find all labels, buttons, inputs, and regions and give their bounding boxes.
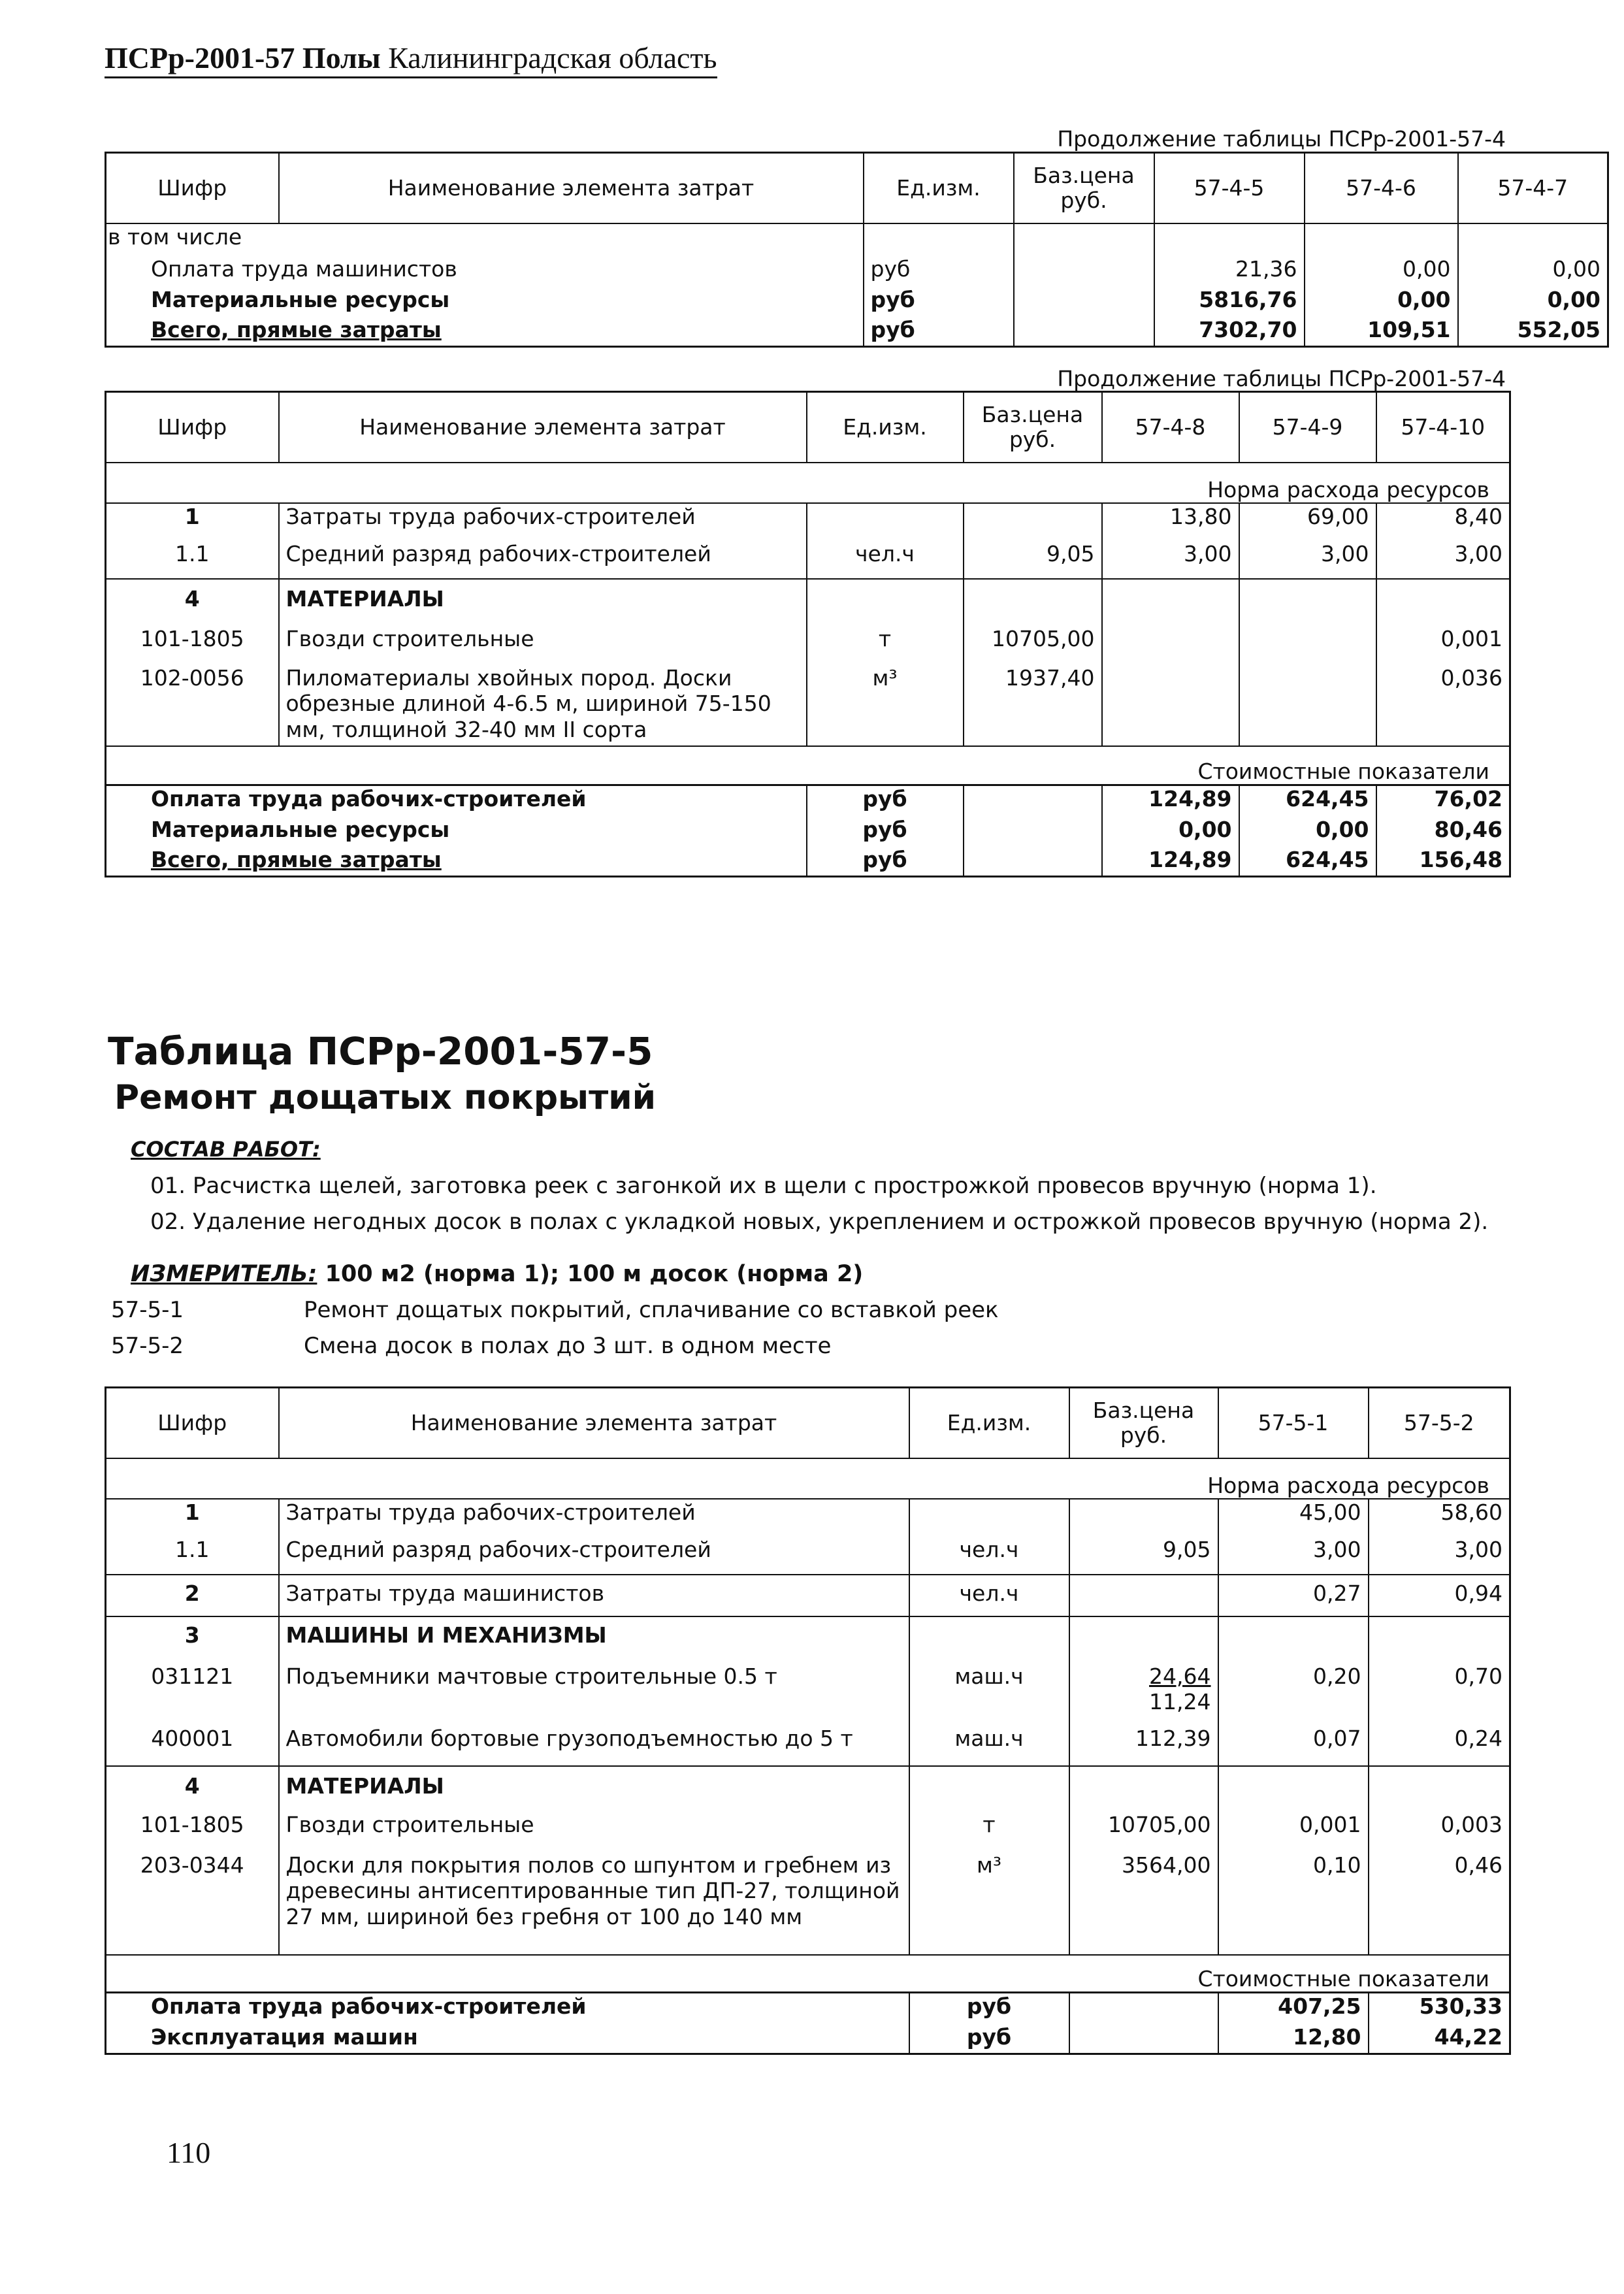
- total-value: 624,45: [1239, 785, 1376, 817]
- row-unit: [909, 1616, 1069, 1657]
- row-value: [1218, 1616, 1369, 1657]
- table-row: [106, 785, 1510, 817]
- row-name: Средний разряд рабочих-строителей: [279, 541, 807, 579]
- total-value: 0,00: [1239, 817, 1376, 847]
- row-name: Гвозди строительные: [279, 621, 807, 660]
- total-unit: руб: [909, 1993, 1069, 2024]
- row-value: 3,00: [1239, 541, 1376, 579]
- row-value: [1102, 660, 1239, 746]
- col-name: Наименование элемента затрат: [279, 392, 807, 463]
- norm-code-2: 57-5-2: [111, 1333, 184, 1359]
- table-row: [106, 287, 1608, 317]
- total-unit: руб: [807, 817, 964, 847]
- row-price: [1069, 1616, 1218, 1657]
- col-price: Баз.цена руб.: [1069, 1388, 1218, 1458]
- row-value: [1239, 660, 1376, 746]
- col-57-4-5: 57-4-5: [1154, 153, 1305, 223]
- col-shifr: Шифр: [106, 392, 279, 463]
- row-code: 101-1805: [140, 1811, 244, 1837]
- row-price: 9,05: [1069, 1537, 1218, 1575]
- table2: [105, 391, 1511, 877]
- row-unit: [807, 579, 964, 621]
- total-value: 624,45: [1239, 847, 1376, 877]
- row-code: 101-1805: [140, 625, 244, 651]
- table-row: [106, 1766, 1510, 1808]
- row-code: 400001: [151, 1725, 234, 1751]
- row-name: Гвозди строительные: [279, 1808, 909, 1847]
- col-shifr: Шифр: [106, 153, 279, 223]
- row-price: [1069, 1657, 1218, 1726]
- col-price: Баз.цена руб.: [1014, 153, 1154, 223]
- row-value: [1458, 223, 1608, 256]
- izmeritel-line: [131, 1261, 863, 1287]
- row-unit: м³: [807, 660, 964, 746]
- table-row: [106, 621, 1510, 660]
- row-unit: т: [807, 621, 964, 660]
- row-unit: т: [909, 1808, 1069, 1847]
- table2-caption: Продолжение таблицы ПСРр-2001-57-4: [1057, 366, 1506, 391]
- norm-label: Норма расхода ресурсов: [1207, 476, 1489, 502]
- table-row: [106, 579, 1510, 621]
- row-value: 0,10: [1218, 1847, 1369, 1955]
- table-row: [106, 256, 1608, 287]
- row-name: Затраты труда машинистов: [279, 1575, 909, 1616]
- total-value: 156,48: [1376, 847, 1510, 877]
- table-row: [106, 817, 1510, 847]
- norm-desc-1: Ремонт дощатых покрытий, сплачивание со вставкой реек: [304, 1297, 999, 1323]
- row-name: Затраты труда рабочих-строителей: [279, 1499, 909, 1537]
- row-value: 0,003: [1369, 1808, 1510, 1847]
- table-row: [106, 660, 1510, 746]
- col-name: Наименование элемента затрат: [279, 1388, 909, 1458]
- page-number: 110: [167, 2136, 211, 2169]
- row-code: 1: [106, 503, 279, 541]
- row-value: 7302,70: [1154, 317, 1305, 347]
- col-unit: Ед.изм.: [864, 153, 1014, 223]
- total-value: 124,89: [1102, 785, 1239, 817]
- row-name: Затраты труда рабочих-строителей: [279, 503, 807, 541]
- row-unit: [807, 503, 964, 541]
- total-price: [1069, 1993, 1218, 2024]
- row-unit: [909, 1766, 1069, 1808]
- table-row: [106, 1808, 1510, 1847]
- row-price: 3564,00: [1069, 1847, 1218, 1955]
- izmeritel-label: ИЗМЕРИТЕЛЬ:: [131, 1261, 317, 1287]
- row-name: Пиломатериалы хвойных пород. Доски обрезные длиной 4-6.5 м, шириной 75-150 мм, толщиной 32-40 мм II сорта: [279, 660, 807, 746]
- total-value: 80,46: [1376, 817, 1510, 847]
- row-value: 3,00: [1102, 541, 1239, 579]
- row-name: Оплата труда машинистов: [151, 255, 457, 282]
- row-price: [1069, 1766, 1218, 1808]
- table-row: [106, 223, 1608, 256]
- row-code: 1.1: [175, 1536, 210, 1562]
- table-row: [106, 1657, 1510, 1726]
- total-price: [964, 785, 1102, 817]
- col-57-4-8: 57-4-8: [1102, 392, 1239, 463]
- table-row: [106, 503, 1510, 541]
- row-value: 0,001: [1376, 621, 1510, 660]
- col-57-4-7: 57-4-7: [1458, 153, 1608, 223]
- total-name: Эксплуатация машин: [151, 2024, 418, 2050]
- row-unit: чел.ч: [909, 1575, 1069, 1616]
- row-price: 112,39: [1069, 1726, 1218, 1766]
- row-value: 58,60: [1369, 1499, 1510, 1537]
- row-unit: маш.ч: [909, 1726, 1069, 1766]
- table-row: [106, 1537, 1510, 1575]
- cost-label: Стоимостные показатели: [106, 746, 1510, 785]
- total-name: Оплата труда рабочих-строителей: [106, 1993, 909, 2024]
- table-row: [106, 1575, 1510, 1616]
- total-price: [964, 847, 1102, 877]
- table1: [105, 152, 1609, 348]
- total-price: [964, 817, 1102, 847]
- row-price: 10705,00: [1069, 1808, 1218, 1847]
- table5-subtitle: Ремонт дощатых покрытий: [114, 1078, 657, 1117]
- row-value: 0,00: [1305, 287, 1458, 317]
- row-name: МАТЕРИАЛЫ: [279, 579, 807, 621]
- total-value: 44,22: [1369, 2024, 1510, 2054]
- total-value: 124,89: [1102, 847, 1239, 877]
- row-value: [1154, 223, 1305, 256]
- table-row: [106, 1847, 1510, 1955]
- row-value: 0,00: [1458, 287, 1608, 317]
- row-name: Материальные ресурсы: [151, 286, 450, 312]
- table-row: [106, 1616, 1510, 1657]
- row-value: [1218, 1766, 1369, 1808]
- row-value: 3,00: [1369, 1537, 1510, 1575]
- total-value: 76,02: [1376, 785, 1510, 817]
- row-value: 0,20: [1218, 1657, 1369, 1726]
- total-unit: руб: [807, 847, 964, 877]
- row-name: Доски для покрытия полов со шпунтом и гребнем из древесины антисептированные тип ДП-27, толщиной 27 мм, шириной без гребня от 100 до 140 мм: [279, 1847, 909, 1955]
- row-value: [1369, 1766, 1510, 1808]
- row-value: [1239, 579, 1376, 621]
- row-value: 109,51: [1305, 317, 1458, 347]
- page-header: [105, 41, 717, 78]
- row-value: [1102, 579, 1239, 621]
- row-unit: чел.ч: [909, 1537, 1069, 1575]
- row-value: [1102, 621, 1239, 660]
- row-unit: руб: [864, 256, 1014, 287]
- row-code: 031121: [151, 1663, 234, 1689]
- row-price: [964, 579, 1102, 621]
- row-value: 5816,76: [1154, 287, 1305, 317]
- col-57-4-6: 57-4-6: [1305, 153, 1458, 223]
- total-unit: руб: [807, 785, 964, 817]
- row-code: 203-0344: [140, 1852, 244, 1878]
- work-item-2: 02. Удаление негодных досок в полах с укладкой новых, укреплением и острожкой провесов вручную (норма 2).: [150, 1209, 1489, 1235]
- col-unit: Ед.изм.: [807, 392, 964, 463]
- row-price: [964, 503, 1102, 541]
- table-row: [106, 1726, 1510, 1766]
- row-name: в том числе: [108, 223, 242, 250]
- norm-desc-2: Смена досок в полах до 3 шт. в одном месте: [304, 1333, 832, 1359]
- table-row: [106, 847, 1510, 877]
- table3: [105, 1386, 1511, 2055]
- row-name: МАТЕРИАЛЫ: [279, 1766, 909, 1808]
- table2-header-row: [106, 392, 1510, 463]
- row-price: [1014, 287, 1154, 317]
- norm-label: Норма расхода ресурсов: [1207, 1472, 1489, 1498]
- col-57-5-1: 57-5-1: [1218, 1388, 1369, 1458]
- row-value: 0,07: [1218, 1726, 1369, 1766]
- row-name: МАШИНЫ И МЕХАНИЗМЫ: [279, 1616, 909, 1657]
- row-unit: маш.ч: [909, 1657, 1069, 1726]
- row-value: 0,46: [1369, 1847, 1510, 1955]
- row-name: Средний разряд рабочих-строителей: [279, 1537, 909, 1575]
- total-value: 530,33: [1369, 1993, 1510, 2024]
- row-code: 1: [106, 1499, 279, 1537]
- row-value: [1376, 579, 1510, 621]
- total-name: Оплата труда рабочих-строителей: [106, 785, 807, 817]
- row-price: 1937,40: [964, 660, 1102, 746]
- row-value: 8,40: [1376, 503, 1510, 541]
- col-price: Баз.цена руб.: [964, 392, 1102, 463]
- table1-caption: Продолжение таблицы ПСРр-2001-57-4: [1057, 126, 1506, 152]
- izmeritel-value: 100 м2 (норма 1); 100 м досок (норма 2): [325, 1261, 864, 1287]
- table1-header-row: [106, 153, 1608, 223]
- row-value: 552,05: [1458, 317, 1608, 347]
- row-price: [1014, 256, 1154, 287]
- row-name: Автомобили бортовые грузоподъемностью до 5 т: [279, 1726, 909, 1766]
- total-name: Всего, прямые затраты: [151, 846, 442, 872]
- row-price: [1069, 1499, 1218, 1537]
- row-value: 0,036: [1376, 660, 1510, 746]
- price-line-1: 24,64: [1149, 1663, 1211, 1689]
- row-value: [1239, 621, 1376, 660]
- table-row: [106, 541, 1510, 579]
- col-57-4-9: 57-4-9: [1239, 392, 1376, 463]
- row-unit: [909, 1499, 1069, 1537]
- total-value: 407,25: [1218, 1993, 1369, 2024]
- row-value: 3,00: [1218, 1537, 1369, 1575]
- row-unit: [864, 223, 1014, 256]
- work-item-1: 01. Расчистка щелей, заготовка реек с загонкой их в щели с прострожкой провесов вручную (норма 1).: [150, 1173, 1377, 1199]
- row-price: [1014, 223, 1154, 256]
- row-code: 2: [106, 1575, 279, 1616]
- cost-label: Стоимостные показатели: [106, 1955, 1510, 1993]
- price-line-2: 11,24: [1149, 1689, 1211, 1715]
- row-value: 0,00: [1458, 256, 1608, 287]
- table-row: [106, 2024, 1510, 2054]
- row-unit: руб: [864, 317, 1014, 347]
- row-price: 10705,00: [964, 621, 1102, 660]
- header-region: Калининградская область: [388, 41, 717, 74]
- row-value: 69,00: [1239, 503, 1376, 541]
- col-name: Наименование элемента затрат: [279, 153, 864, 223]
- row-value: 13,80: [1102, 503, 1239, 541]
- row-price: [1014, 317, 1154, 347]
- row-unit: руб: [864, 287, 1014, 317]
- table-row: [106, 1499, 1510, 1537]
- row-unit: м³: [909, 1847, 1069, 1955]
- col-57-4-10: 57-4-10: [1376, 392, 1510, 463]
- row-code: 4: [106, 579, 279, 621]
- row-value: 0,24: [1369, 1726, 1510, 1766]
- row-value: 21,36: [1154, 256, 1305, 287]
- row-price: 9,05: [964, 541, 1102, 579]
- row-value: [1369, 1616, 1510, 1657]
- total-name: Материальные ресурсы: [151, 816, 450, 842]
- sostav-label: СОСТАВ РАБОТ:: [131, 1137, 321, 1162]
- row-value: 0,94: [1369, 1575, 1510, 1616]
- row-value: 0,00: [1305, 256, 1458, 287]
- header-code: ПСРр-2001-57 Полы: [105, 41, 381, 74]
- row-code: 4: [106, 1766, 279, 1808]
- row-code: 102-0056: [140, 664, 244, 691]
- row-name: Подъемники мачтовые строительные 0.5 т: [279, 1657, 909, 1726]
- col-shifr: Шифр: [106, 1388, 279, 1458]
- table5-title: Таблица ПСРр-2001-57-5: [108, 1029, 653, 1073]
- col-unit: Ед.изм.: [909, 1388, 1069, 1458]
- table3-header-row: [106, 1388, 1510, 1458]
- total-value: 12,80: [1218, 2024, 1369, 2054]
- row-price: [1069, 1575, 1218, 1616]
- row-value: [1305, 223, 1458, 256]
- table-row: [106, 1993, 1510, 2024]
- row-code: 3: [106, 1616, 279, 1657]
- norm-code-1: 57-5-1: [111, 1297, 184, 1323]
- col-57-5-2: 57-5-2: [1369, 1388, 1510, 1458]
- row-value: 0,70: [1369, 1657, 1510, 1726]
- row-value: 3,00: [1376, 541, 1510, 579]
- row-value: 45,00: [1218, 1499, 1369, 1537]
- row-value: 0,001: [1218, 1808, 1369, 1847]
- total-value: 0,00: [1102, 817, 1239, 847]
- table-row: [106, 317, 1608, 347]
- row-name: Всего, прямые затраты: [151, 316, 442, 342]
- row-unit: чел.ч: [807, 541, 964, 579]
- row-value: 0,27: [1218, 1575, 1369, 1616]
- total-unit: руб: [909, 2024, 1069, 2054]
- row-code: 1.1: [175, 540, 210, 566]
- total-price: [1069, 2024, 1218, 2054]
